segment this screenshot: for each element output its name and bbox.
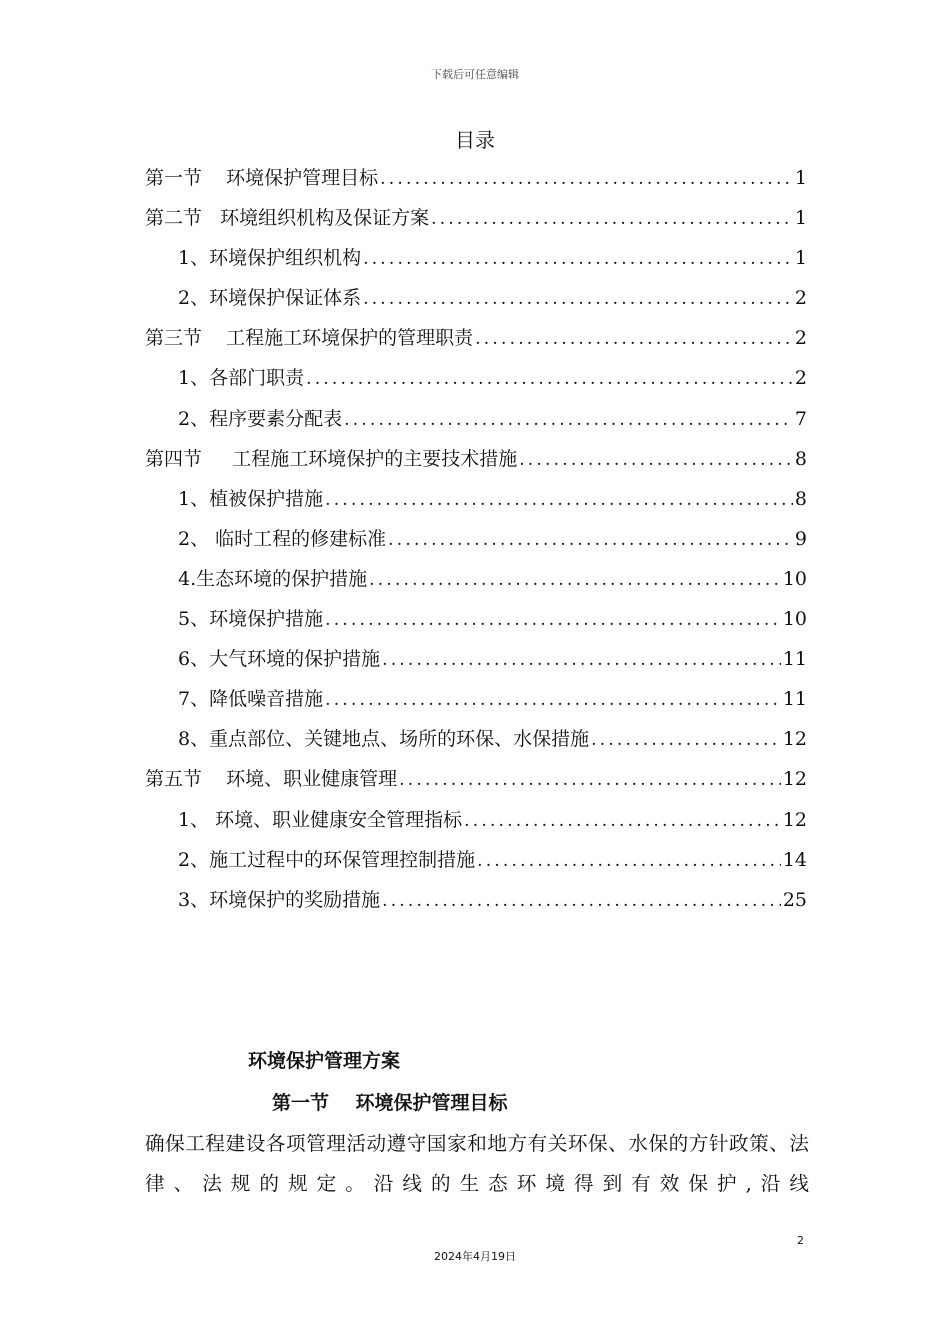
toc-entry[interactable] bbox=[145, 519, 807, 559]
toc-entry[interactable] bbox=[145, 599, 807, 639]
toc-leader-dots bbox=[361, 239, 793, 278]
toc-entry-label: 2、环境保护保证体系 bbox=[178, 287, 362, 310]
toc-entry-page: 9 bbox=[794, 527, 807, 550]
toc-entry[interactable] bbox=[145, 759, 807, 799]
toc-leader-dots bbox=[380, 640, 781, 679]
toc-title: 目录 bbox=[455, 128, 495, 152]
toc-entry-label: 3、环境保护的奖励措施 bbox=[178, 888, 381, 911]
toc-entry-label: 1、各部门职责 bbox=[178, 367, 305, 390]
toc-entry-page: 11 bbox=[782, 648, 807, 671]
toc-leader-dots bbox=[473, 319, 793, 358]
toc-leader-dots bbox=[342, 400, 793, 439]
toc-entry-label: 5、环境保护措施 bbox=[178, 608, 324, 631]
toc-entry[interactable] bbox=[145, 880, 807, 920]
table-of-contents bbox=[145, 158, 807, 920]
toc-entry[interactable] bbox=[145, 358, 807, 398]
toc-entry-label: 2、施工过程中的环保管理控制措施 bbox=[178, 848, 476, 871]
toc-entry-page: 8 bbox=[794, 487, 807, 510]
toc-entry-label: 4.生态环境的保护措施 bbox=[178, 567, 368, 590]
toc-entry-label: 1、植被保护措施 bbox=[178, 487, 324, 510]
toc-entry-page: 2 bbox=[794, 287, 807, 310]
toc-entry-page: 1 bbox=[794, 167, 807, 189]
toc-entry[interactable] bbox=[145, 840, 807, 880]
footer-date: 2024年4月19日 bbox=[434, 1250, 516, 1263]
toc-entry-label: 第二节 环境组织机构及保证方案 bbox=[145, 207, 430, 230]
toc-leader-dots bbox=[323, 600, 781, 639]
toc-entry-label: 1、环境保护组织机构 bbox=[178, 247, 362, 270]
toc-entry-label: 第三节 工程施工环境保护的管理职责 bbox=[145, 327, 474, 350]
toc-entry-page: 1 bbox=[794, 207, 807, 230]
toc-entry[interactable] bbox=[145, 479, 807, 519]
toc-entry[interactable] bbox=[145, 278, 807, 318]
toc-entry-page: 11 bbox=[782, 688, 807, 711]
toc-entry[interactable] bbox=[145, 158, 807, 198]
toc-entry-label: 8、重点部位、关键地点、场所的环保、水保措施 bbox=[178, 728, 590, 751]
toc-entry-label: 第五节 环境、职业健康管理 bbox=[145, 768, 398, 791]
toc-entry[interactable] bbox=[145, 399, 807, 439]
toc-leader-dots bbox=[361, 279, 793, 318]
toc-entry-label: 2、程序要素分配表 bbox=[178, 407, 343, 430]
toc-entry[interactable] bbox=[145, 198, 807, 238]
toc-entry[interactable] bbox=[145, 800, 807, 840]
page-number: 2 bbox=[797, 1234, 804, 1247]
toc-entry-page: 10 bbox=[782, 608, 807, 631]
toc-entry-page: 12 bbox=[782, 768, 807, 791]
toc-leader-dots bbox=[378, 159, 793, 198]
toc-leader-dots bbox=[462, 801, 781, 840]
toc-entry-label: 第四节 工程施工环境保护的主要技术措施 bbox=[145, 447, 518, 470]
document-title: 环境保护管理方案 bbox=[248, 1050, 401, 1072]
toc-entry-label: 2、 临时工程的修建标准 bbox=[178, 527, 387, 550]
toc-entry[interactable] bbox=[145, 719, 807, 759]
header-note: 下载后可任意编辑 bbox=[431, 68, 519, 81]
toc-entry-page: 10 bbox=[782, 567, 807, 590]
toc-entry-page: 8 bbox=[794, 447, 807, 470]
toc-entry-page: 2 bbox=[794, 327, 807, 350]
toc-entry-page: 12 bbox=[782, 808, 807, 831]
toc-entry[interactable] bbox=[145, 439, 807, 479]
section-title: 第一节 环境保护管理目标 bbox=[272, 1092, 508, 1114]
toc-entry-page: 7 bbox=[794, 407, 807, 430]
body-paragraph: 确保工程建设各项管理活动遵守国家和地方有关环保、水保的方针政策、法律、法规的规定。沿线的生态环境得到有效保护,沿线 bbox=[145, 1132, 809, 1195]
toc-entry-page: 25 bbox=[782, 888, 807, 911]
toc-entry-page: 12 bbox=[782, 728, 807, 751]
toc-entry[interactable] bbox=[145, 559, 807, 599]
toc-entry[interactable] bbox=[145, 679, 807, 719]
toc-leader-dots bbox=[380, 881, 781, 920]
toc-leader-dots bbox=[397, 760, 781, 799]
toc-entry-page: 1 bbox=[794, 247, 807, 270]
toc-leader-dots bbox=[323, 680, 781, 719]
toc-entry[interactable] bbox=[145, 318, 807, 358]
toc-leader-dots bbox=[429, 199, 793, 238]
toc-entry[interactable] bbox=[145, 238, 807, 278]
toc-leader-dots bbox=[323, 480, 793, 519]
toc-leader-dots bbox=[304, 359, 793, 398]
toc-leader-dots bbox=[517, 440, 793, 479]
toc-entry-page: 14 bbox=[782, 848, 807, 871]
toc-leader-dots bbox=[386, 520, 793, 559]
toc-entry[interactable] bbox=[145, 639, 807, 679]
toc-entry-label: 6、大气环境的保护措施 bbox=[178, 648, 381, 671]
toc-leader-dots bbox=[589, 720, 781, 759]
toc-entry-label: 第一节 环境保护管理目标 bbox=[145, 167, 379, 189]
toc-entry-label: 1、 环境、职业健康安全管理指标 bbox=[178, 808, 463, 831]
toc-leader-dots bbox=[475, 841, 781, 880]
toc-entry-label: 7、降低噪音措施 bbox=[178, 688, 324, 711]
toc-entry-page: 2 bbox=[794, 367, 807, 390]
toc-leader-dots bbox=[367, 560, 781, 599]
